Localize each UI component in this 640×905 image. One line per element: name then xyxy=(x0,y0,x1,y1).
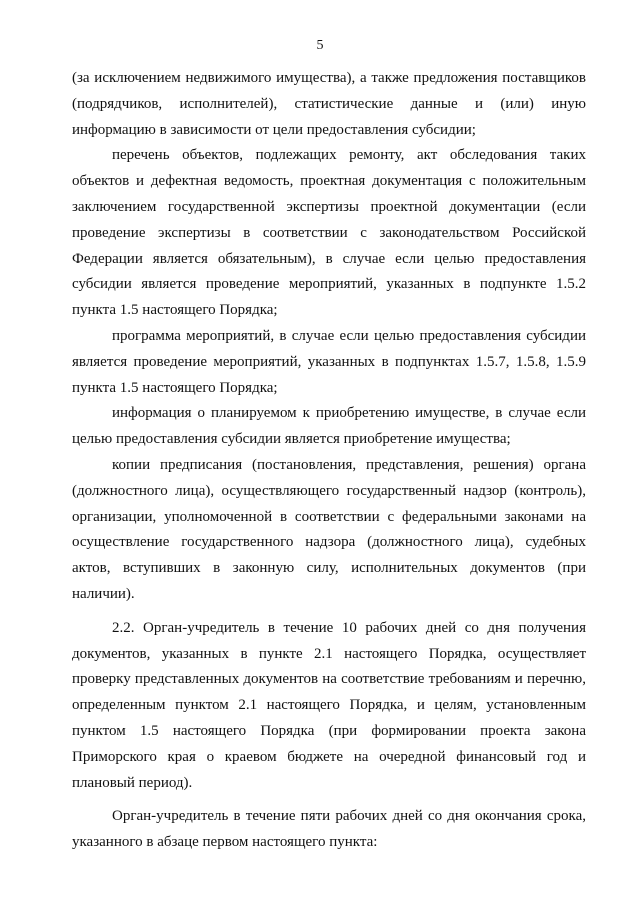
paragraph-copies: копии предписания (постановления, представления, решения) органа (должностного лица), осуществляющего государственный надзор (контроль), организации, уполномоченной в соответствии с федеральными законами на осуществление государственного надзора (должностного лица), судебных актов, вступивших в законную силу, исполнительных документов (при наличии). xyxy=(72,456,586,602)
paragraph-property-info: информация о планируемом к приобретению имуществе, в случае если целью предоставления субсидии является приобретение имущества; xyxy=(72,405,586,448)
paragraph-repair-objects: перечень объектов, подлежащих ремонту, акт обследования таких объектов и дефектная ведомость, проектная документация с положительным заключением государственной экспертизы проектной документации (если проведение экспертизы в соответствии с законодательством Российской Федерации является обязательным), в случае если целью предоставления субсидии является проведение мероприятий, указанных в подпункте 1.5.2 пункта 1.5 настоящего Порядка; xyxy=(72,147,586,319)
paragraph-continuation: (за исключением недвижимого имущества), а также предложения поставщиков (подрядчиков, исполнителей), статистические данные и (или) иную информацию в зависимости от цели предоставления субсидии; xyxy=(72,70,586,138)
page-number: 5 xyxy=(316,38,324,53)
paragraph-2-2: 2.2. Орган-учредитель в течение 10 рабочих дней со дня получения документов, указанных в пункте 2.1 настоящего Порядка, осуществляет проверку представленных документов на соответствие требованиям и перечню, определенным пунктом 2.1 настоящего Порядка, и целям, установленным пунктом 1.5 настоящего Порядка (при формировании проекта закона Приморского края о краевом бюджете на очередной финансовый год и плановый период). xyxy=(72,619,586,791)
paragraph-program: программа мероприятий, в случае если целью предоставления субсидии является проведение мероприятий, указанных в подпунктах 1.5.7, 1.5.8, 1.5.9 пункта 1.5 настоящего Порядка; xyxy=(72,327,586,396)
paragraph-founder-body: Орган-учредитель в течение пяти рабочих дней со дня окончания срока, указанного в абзаце первом настоящего пункта: xyxy=(72,808,586,851)
document-body xyxy=(72,66,586,856)
